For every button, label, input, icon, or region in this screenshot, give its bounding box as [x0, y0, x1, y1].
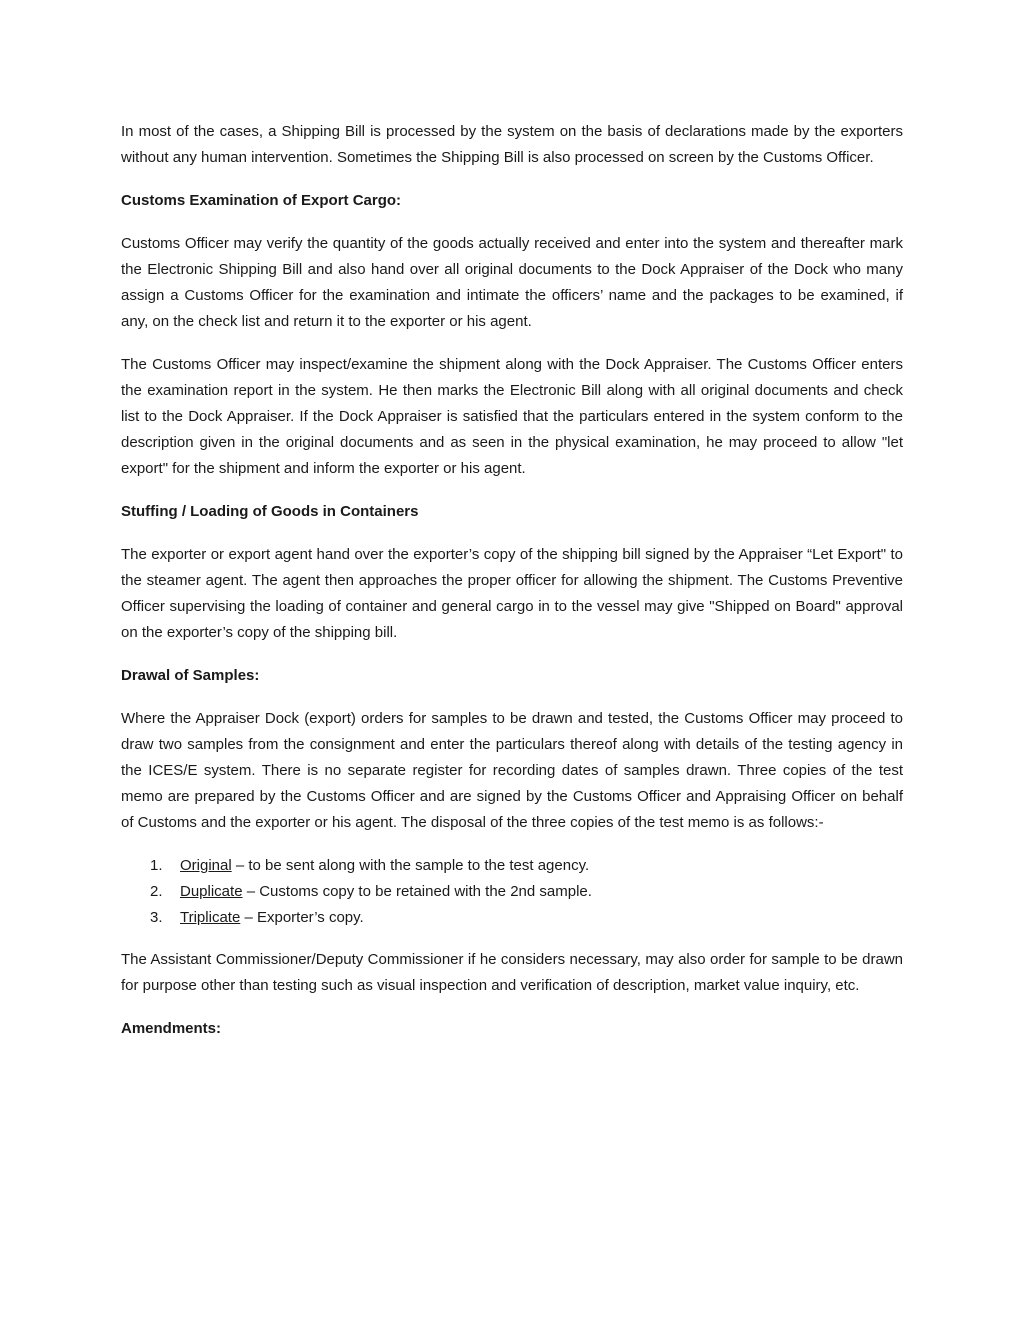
list-description: – Customs copy to be retained with the 2nd sample.: [242, 883, 592, 900]
list-number: 2.: [150, 883, 163, 900]
list-item: [121, 853, 903, 879]
stuffing-paragraph: The exporter or export agent hand over the exporter’s copy of the shipping bill signed by the Appraiser “Let Export" to the steamer agent. The agent then approaches the proper officer for allowing the shipment. The Customs Preventive Officer supervising the loading of container and general cargo in to the vessel may give "Shipped on Board" approval on the exporter’s copy of the shipping bill.: [121, 546, 903, 641]
list-term: Duplicate: [180, 883, 243, 900]
list-number: 3.: [150, 909, 163, 926]
list-text: [180, 905, 364, 931]
section-heading-stuffing: Stuffing / Loading of Goods in Containers: [121, 503, 419, 520]
list-number: 1.: [150, 857, 163, 874]
list-item: [121, 905, 903, 931]
section-heading-examination: Customs Examination of Export Cargo:: [121, 192, 402, 209]
list-description: – to be sent along with the sample to the test agency.: [231, 857, 590, 874]
section-heading-samples: Drawal of Samples:: [121, 667, 260, 684]
document-page: [121, 119, 903, 1059]
samples-paragraph: Where the Appraiser Dock (export) orders for samples to be drawn and tested, the Customs Officer may proceed to draw two samples from the consignment and enter the particulars thereof along with details of the testing agency in the ICES/E system. There is no separate register for recording dates of samples drawn. Three copies of the test memo are prepared by the Customs Officer and are signed by the Customs Officer and Appraising Officer on behalf of Customs and the exporter or his agent. The disposal of the three copies of the test memo is as follows:-: [121, 710, 903, 831]
list-text: [180, 853, 589, 879]
examination-paragraph-2: The Customs Officer may inspect/examine the shipment along with the Dock Appraiser. The Customs Officer enters the examination report in the system. He then marks the Electronic Bill along with all original documents and check list to the Dock Appraiser. If the Dock Appraiser is satisfied that the particulars entered in the system conform to the description given in the original documents and as seen in the physical examination, he may proceed to allow "let export" for the shipment and inform the exporter or his agent.: [121, 356, 903, 477]
list-term: Triplicate: [180, 909, 241, 926]
section-heading-amendments: Amendments:: [121, 1020, 222, 1037]
copies-list: [121, 853, 903, 931]
list-text: [180, 879, 592, 905]
list-description: – Exporter’s copy.: [240, 909, 364, 926]
list-term: Original: [180, 857, 232, 874]
list-item: [121, 879, 903, 905]
intro-paragraph: In most of the cases, a Shipping Bill is processed by the system on the basis of declarations made by the exporters without any human intervention. Sometimes the Shipping Bill is also processed on screen by the Customs Officer.: [121, 123, 903, 166]
commissioner-paragraph: The Assistant Commissioner/Deputy Commissioner if he considers necessary, may also order for sample to be drawn for purpose other than testing such as visual inspection and verification of description, market value inquiry, etc.: [121, 951, 903, 994]
examination-paragraph-1: Customs Officer may verify the quantity of the goods actually received and enter into the system and thereafter mark the Electronic Shipping Bill and also hand over all original documents to the Dock Appraiser of the Dock who many assign a Customs Officer for the examination and intimate the officers’ name and the packages to be examined, if any, on the check list and return it to the exporter or his agent.: [121, 235, 903, 330]
